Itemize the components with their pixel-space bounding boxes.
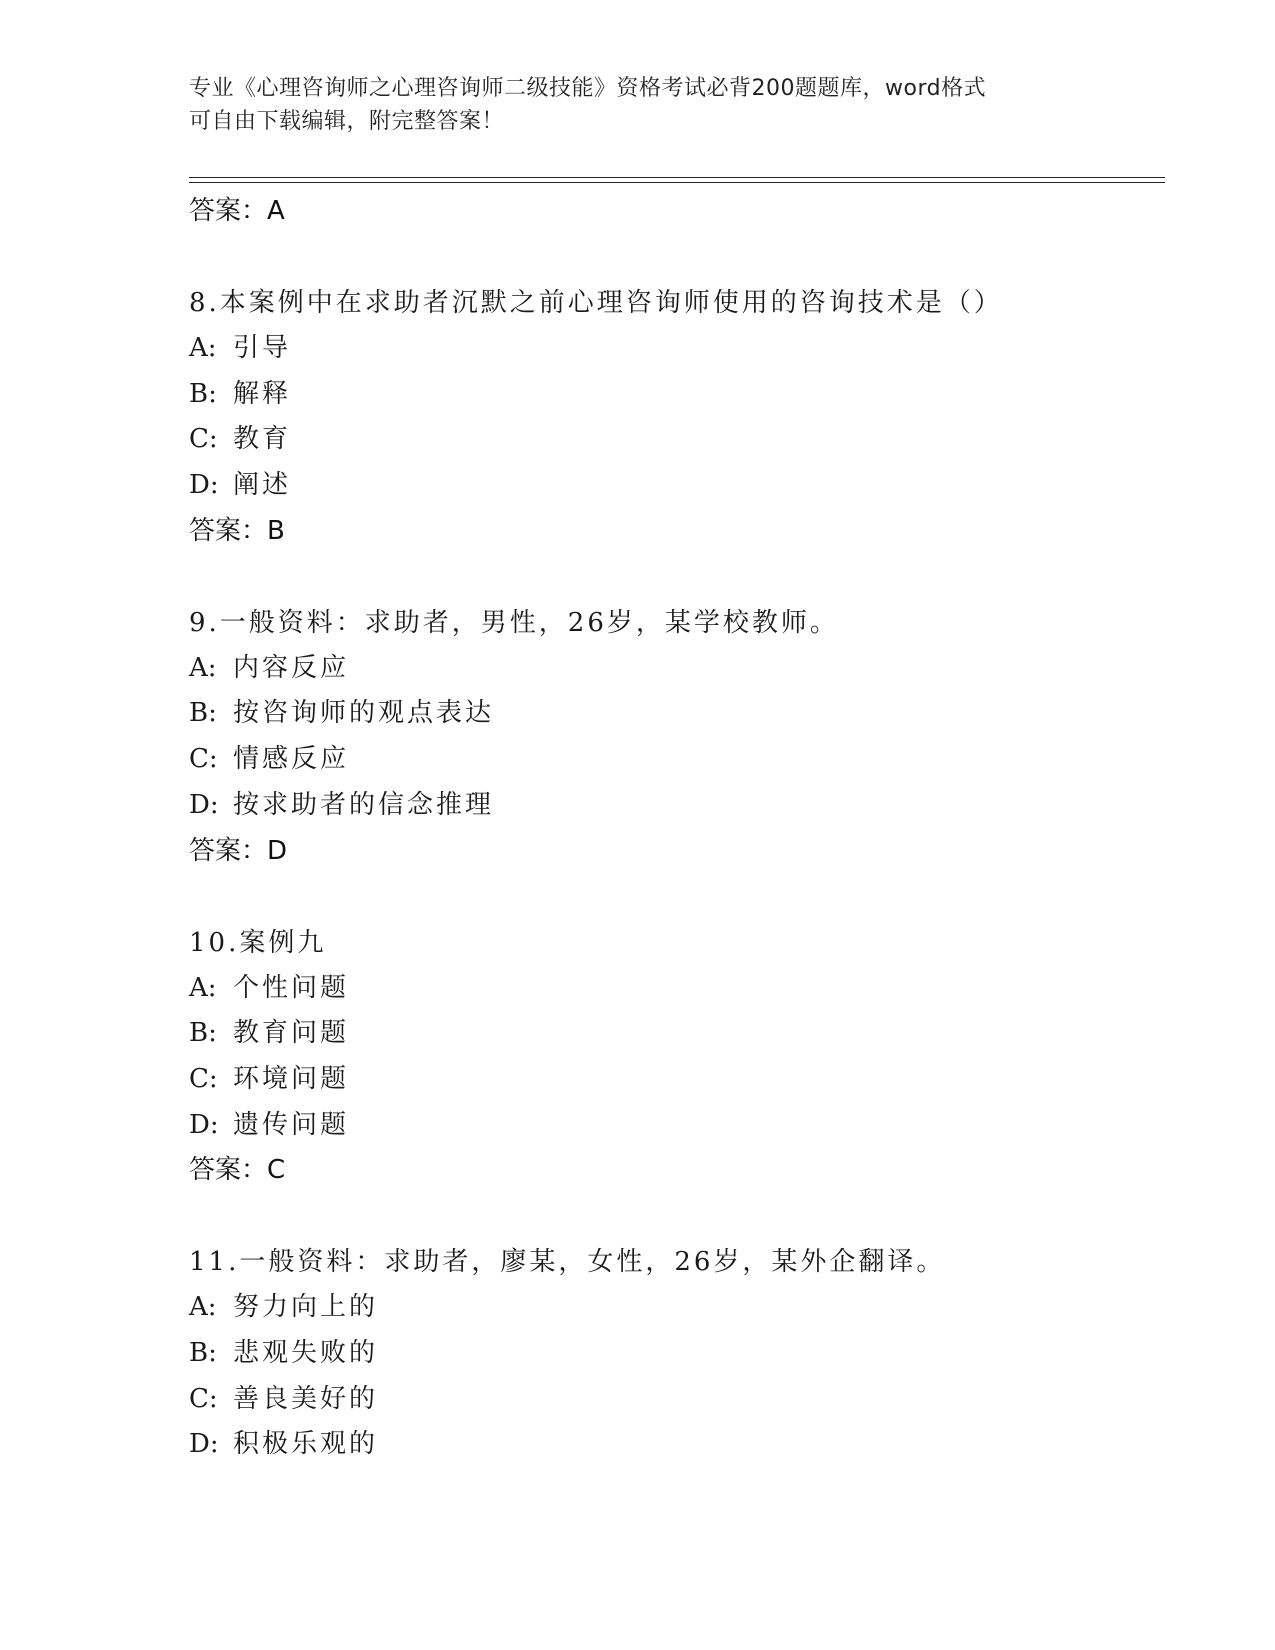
option-letter: B: <box>189 698 217 729</box>
question-block-9 <box>189 601 1165 874</box>
option-letter: B: <box>189 378 217 409</box>
question-block-10 <box>189 921 1165 1194</box>
option-letter: C: <box>189 1383 218 1414</box>
question-block-8 <box>189 281 1165 554</box>
option-text: 引导 <box>233 333 292 363</box>
question-text: 9.一般资料：求助者，男性，26岁，某学校教师。 <box>189 607 839 638</box>
option-text: 教育 <box>233 424 292 455</box>
header-rule-bottom <box>189 182 1165 183</box>
option-letter: C: <box>189 424 218 455</box>
option-b <box>189 372 1165 418</box>
option-text: 遗传问题 <box>233 1109 350 1140</box>
option-letter: B: <box>189 1018 217 1049</box>
question-list <box>189 189 1165 1468</box>
answer-line: 答案：D <box>189 835 288 866</box>
option-text: 情感反应 <box>233 744 350 775</box>
option-letter: A: <box>189 333 217 363</box>
option-letter: B: <box>189 1337 217 1368</box>
option-c <box>189 1377 1165 1423</box>
option-text: 阐述 <box>233 470 292 501</box>
option-text: 努力向上的 <box>233 1292 379 1323</box>
option-a <box>189 326 1165 372</box>
answer-line: 答案：C <box>189 1155 286 1186</box>
question-text: 11.一般资料：求助者，廖某，女性，26岁，某外企翻译。 <box>189 1247 946 1278</box>
option-letter: D: <box>189 789 219 820</box>
question-block-11 <box>189 1240 1165 1468</box>
option-letter: D: <box>189 1109 219 1140</box>
option-text: 教育问题 <box>233 1018 350 1049</box>
option-d <box>189 463 1165 509</box>
option-d <box>189 783 1165 829</box>
option-text: 悲观失败的 <box>233 1337 379 1368</box>
option-text: 环境问题 <box>233 1063 350 1094</box>
option-a <box>189 646 1165 692</box>
option-letter: C: <box>189 1063 218 1094</box>
option-b <box>189 1011 1165 1057</box>
option-b <box>189 691 1165 737</box>
option-c <box>189 1057 1165 1103</box>
option-letter: A: <box>189 1292 217 1323</box>
option-text: 善良美好的 <box>233 1383 379 1414</box>
answer-line: 答案：B <box>189 515 285 546</box>
header-line-2: 可自由下载编辑，附完整答案！ <box>189 109 505 134</box>
question-text: 8.本案例中在求助者沉默之前心理咨询师使用的咨询技术是（） <box>189 288 1003 318</box>
option-text: 按咨询师的观点表达 <box>233 698 495 729</box>
option-text: 解释 <box>233 378 292 409</box>
header-rule-top <box>189 177 1165 178</box>
option-text: 按求助者的信念推理 <box>233 789 495 820</box>
option-a <box>189 1285 1165 1331</box>
option-letter: A: <box>189 652 217 683</box>
option-b <box>189 1331 1165 1377</box>
option-letter: D: <box>189 1429 219 1460</box>
answer-line: 答案：A <box>189 196 285 226</box>
question-text: 10.案例九 <box>189 927 327 958</box>
option-letter: A: <box>189 972 217 1003</box>
option-a <box>189 966 1165 1012</box>
option-letter: D: <box>189 470 219 501</box>
option-c <box>189 737 1165 783</box>
option-letter: C: <box>189 744 218 775</box>
option-text: 内容反应 <box>233 652 350 683</box>
option-c <box>189 417 1165 463</box>
option-text: 积极乐观的 <box>233 1429 379 1460</box>
document-header <box>189 72 1089 138</box>
option-d <box>189 1103 1165 1149</box>
option-text: 个性问题 <box>233 972 350 1003</box>
option-d <box>189 1422 1165 1468</box>
header-line-1: 专业《心理咨询师之心理咨询师二级技能》资格考试必背200题题库，word格式 <box>189 76 987 101</box>
